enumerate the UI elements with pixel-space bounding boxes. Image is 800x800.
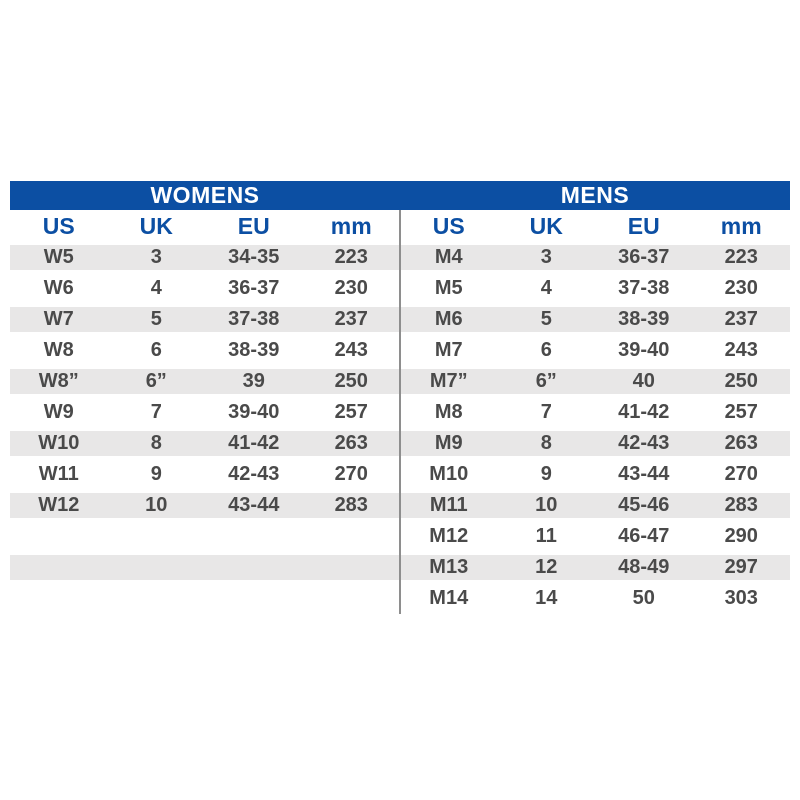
table-cell: M7 [434, 339, 463, 361]
size-chart-titlebar [10, 181, 790, 210]
table-cell: 6 [150, 339, 162, 361]
table-cell: 46-47 [618, 525, 670, 547]
column-header-us: US [432, 212, 465, 239]
womens-section-title: WOMENS [150, 182, 260, 208]
table-cell: 263 [724, 432, 758, 454]
table-cell: 223 [724, 246, 758, 268]
table-row [400, 335, 790, 366]
column-header-eu: EU [237, 212, 270, 239]
table-row [10, 273, 400, 304]
table-divider-line [399, 210, 401, 614]
table-cell: 9 [150, 463, 162, 485]
table-row [400, 583, 790, 614]
column-header-us: US [42, 212, 75, 239]
table-cell: 6” [145, 370, 167, 392]
column-header-uk: UK [529, 212, 563, 239]
table-row [10, 459, 400, 490]
table-cell: M5 [434, 277, 463, 299]
table-cell: W9 [43, 401, 74, 423]
table-cell: 39-40 [618, 339, 670, 361]
table-cell: 36-37 [618, 246, 670, 268]
table-cell: 290 [724, 525, 758, 547]
table-cell: M9 [434, 432, 463, 454]
table-cell: 237 [724, 308, 758, 330]
shoe-size-chart [10, 181, 790, 614]
table-row [400, 304, 790, 335]
table-cell: 45-46 [618, 494, 670, 516]
table-cell: M6 [434, 308, 463, 330]
table-cell: 3 [540, 246, 552, 268]
table-row [10, 397, 400, 428]
size-tables [10, 210, 790, 614]
table-cell: M14 [429, 587, 469, 609]
womens-rows [10, 242, 400, 614]
mens-table [400, 210, 790, 614]
table-cell: M12 [429, 525, 469, 547]
table-cell: W8” [38, 370, 79, 392]
mens-rows [400, 242, 790, 614]
table-cell: M11 [429, 494, 468, 516]
table-cell: 10 [535, 494, 558, 516]
table-row [10, 304, 400, 335]
table-cell: 41-42 [618, 401, 670, 423]
table-cell: 250 [724, 370, 758, 392]
table-cell: 37-38 [618, 277, 670, 299]
table-cell: 9 [540, 463, 552, 485]
table-cell: 283 [334, 494, 368, 516]
table-cell: 42-43 [228, 463, 280, 485]
table-row [10, 490, 400, 521]
table-cell: W11 [38, 463, 79, 485]
table-row [10, 428, 400, 459]
table-cell: 10 [145, 494, 168, 516]
table-cell: M10 [429, 463, 469, 485]
table-cell: 5 [150, 308, 162, 330]
column-header-uk: UK [139, 212, 173, 239]
table-cell: 43-44 [618, 463, 670, 485]
table-cell: 38-39 [618, 308, 670, 330]
table-cell: 3 [150, 246, 162, 268]
table-cell: 263 [334, 432, 368, 454]
table-cell: 5 [540, 308, 552, 330]
table-cell: 230 [724, 277, 758, 299]
womens-table [10, 210, 400, 614]
table-cell: 38-39 [228, 339, 280, 361]
table-cell: 270 [724, 463, 758, 485]
table-cell: 43-44 [228, 494, 280, 516]
column-header-mm: mm [330, 212, 372, 239]
table-cell: W5 [43, 246, 74, 268]
table-cell: 6” [535, 370, 557, 392]
table-cell: 8 [150, 432, 162, 454]
table-cell: M4 [434, 246, 463, 268]
table-cell: 11 [535, 525, 557, 547]
table-row [10, 335, 400, 366]
table-row [400, 366, 790, 397]
table-cell: 257 [334, 401, 368, 423]
table-cell: 39 [242, 370, 265, 392]
table-cell: 48-49 [618, 556, 670, 578]
table-cell: 230 [334, 277, 368, 299]
table-cell: 40 [632, 370, 655, 392]
table-cell: 34-35 [228, 246, 280, 268]
table-cell: 14 [535, 587, 558, 609]
table-cell: 12 [535, 556, 558, 578]
table-row [10, 552, 400, 583]
table-row [400, 242, 790, 273]
table-cell: 7 [150, 401, 162, 423]
table-cell: 50 [632, 587, 655, 609]
table-row [10, 583, 400, 614]
table-cell: W10 [38, 432, 80, 454]
table-cell: W6 [43, 277, 74, 299]
table-cell: 270 [334, 463, 368, 485]
table-cell: 303 [724, 587, 758, 609]
table-cell: M8 [434, 401, 463, 423]
table-cell: 39-40 [228, 401, 280, 423]
table-row [400, 552, 790, 583]
table-cell: M7” [429, 370, 468, 392]
table-row [400, 397, 790, 428]
table-row [400, 521, 790, 552]
table-cell: 237 [334, 308, 368, 330]
column-header-eu: EU [627, 212, 660, 239]
table-cell: 42-43 [618, 432, 670, 454]
table-row [10, 366, 400, 397]
table-cell: W12 [38, 494, 80, 516]
table-cell: 257 [724, 401, 758, 423]
table-cell: 297 [724, 556, 758, 578]
table-row [10, 242, 400, 273]
table-cell: 6 [540, 339, 552, 361]
table-row [400, 490, 790, 521]
table-cell: 283 [724, 494, 758, 516]
table-cell: 7 [540, 401, 552, 423]
column-header-mm: mm [720, 212, 762, 239]
table-cell: 243 [334, 339, 368, 361]
table-row [400, 459, 790, 490]
table-cell: 243 [724, 339, 758, 361]
table-cell: 223 [334, 246, 368, 268]
table-row [10, 521, 400, 552]
table-row [400, 273, 790, 304]
table-cell: 37-38 [228, 308, 280, 330]
table-cell: 8 [540, 432, 552, 454]
table-cell: 41-42 [228, 432, 280, 454]
womens-column-headers [10, 210, 400, 242]
table-cell: W7 [43, 308, 74, 330]
table-cell: M13 [429, 556, 469, 578]
table-cell: W8 [43, 339, 74, 361]
mens-column-headers [400, 210, 790, 242]
table-cell: 250 [334, 370, 368, 392]
table-row [400, 428, 790, 459]
table-cell: 36-37 [228, 277, 280, 299]
mens-section-title: MENS [560, 182, 630, 208]
table-cell: 4 [540, 277, 552, 299]
table-cell: 4 [150, 277, 162, 299]
